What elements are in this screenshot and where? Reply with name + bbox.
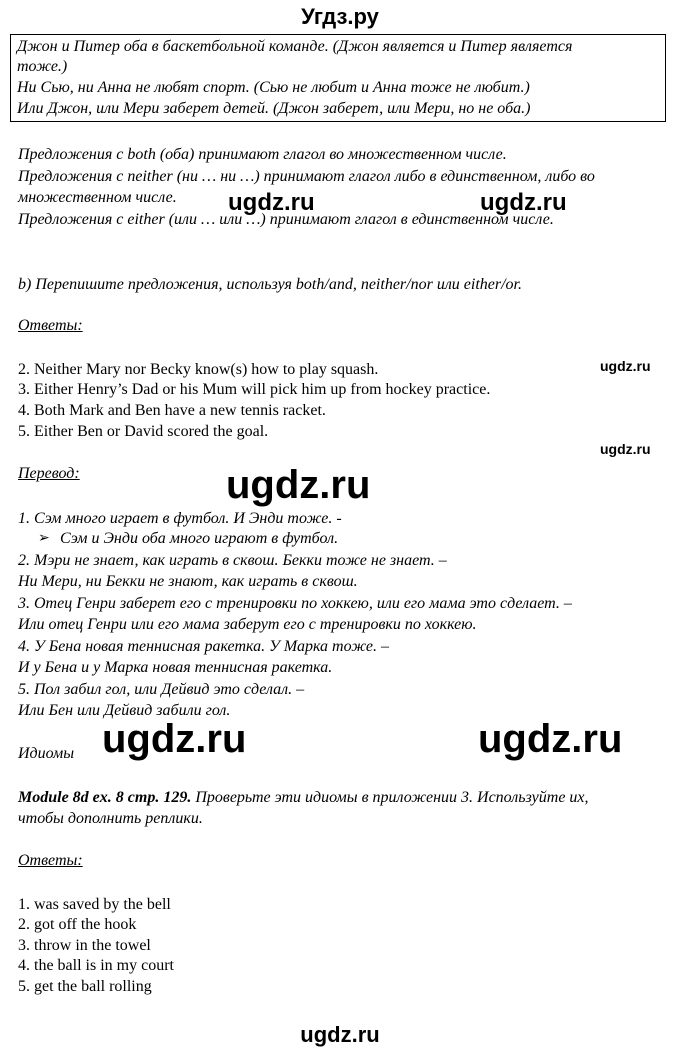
footer-watermark: ugdz.ru [300,1022,380,1047]
translation-line: 3. Отец Генри заберет его с тренировки по хоккею, или его мама это сделает. – [18,595,572,612]
idiom-answer: 5. get the ball rolling [18,978,152,995]
note-line: Предложения с either (или … или …) принимают глагол в единственном числе. [18,211,554,228]
task-b: b) Перепишите предложения, используя both/and, neither/nor или either/or. [18,276,523,293]
answers-heading-2: Ответы: [18,852,83,869]
translation-line: 4. У Бена новая теннисная ракетка. У Марка тоже. – [18,638,389,655]
watermark: ugdz.ru [480,189,567,216]
rule-line: Джон и Питер оба в баскетбольной команде. (Джон является и Питер является [17,38,573,55]
note-line: Предложения с neither (ни … ни …) принимают глагол либо в единственном, либо во [18,168,595,185]
translation-line: 5. Пол забил гол, или Дейвид это сделал. – [18,681,305,698]
watermark: ugdz.ru [478,717,623,761]
answers-heading: Ответы: [18,317,83,334]
rule-line: Или Джон, или Мери заберет детей. (Джон заберет, или Мери, но не оба.) [17,100,531,117]
idiom-answer: 2. got off the hook [18,916,137,933]
module-text: Проверьте эти идиомы в приложении 3. Используйте их, [191,789,589,806]
rule-line: тоже.) [17,58,68,75]
arrowhead-bullet-icon: ➢ [38,531,50,546]
translation-heading: Перевод: [18,465,80,482]
answer-line: 4. Both Mark and Ben have a new tennis racket. [18,402,326,419]
translation-line: 1. Сэм много играет в футбол. И Энди тоже. - [18,510,342,527]
idiom-answer: 4. the ball is in my court [18,957,174,974]
translation-line: И у Бена и у Марка новая теннисная ракетка. [18,659,333,676]
watermark: ugdz.ru [228,189,315,216]
translation-line: Ни Мери, ни Бекки не знают, как играть в сквош. [18,573,358,590]
module-reference: Module 8d ex. 8 стр. 129. [18,789,192,806]
translation-bullet-line: Сэм и Энди оба много играют в футбол. [60,530,339,547]
site-title: Угдз.ру [301,4,379,29]
module-text-line2: чтобы дополнить реплики. [18,810,203,827]
idiom-answer: 1. was saved by the bell [18,896,171,913]
rule-line: Ни Сью, ни Анна не любят спорт. (Сью не любит и Анна тоже не любит.) [17,79,530,96]
idioms-heading: Идиомы [18,745,75,762]
translation-line: Или Бен или Дейвид забили гол. [18,702,231,719]
answer-line: 2. Neither Mary nor Becky know(s) how to play squash. [18,361,379,378]
translation-line: Или отец Генри или его мама заберут его с тренировки по хоккею. [18,616,477,633]
rule-box [10,34,666,122]
note-line: множественном числе. [18,189,177,206]
watermark: ugdz.ru [600,441,651,457]
answer-line: 5. Either Ben or David scored the goal. [18,423,269,440]
note-line: Предложения с both (оба) принимают глагол во множественном числе. [18,146,507,163]
module-paragraph [18,788,589,808]
answer-line: 3. Either Henry’s Dad or his Mum will pick him up from hockey practice. [18,381,491,398]
watermark: ugdz.ru [226,463,371,507]
translation-line: 2. Мэри не знает, как играть в сквош. Бекки тоже не знает. – [18,552,447,569]
watermark: ugdz.ru [102,717,247,761]
idiom-answer: 3. throw in the towel [18,937,151,954]
watermark: ugdz.ru [600,358,651,374]
